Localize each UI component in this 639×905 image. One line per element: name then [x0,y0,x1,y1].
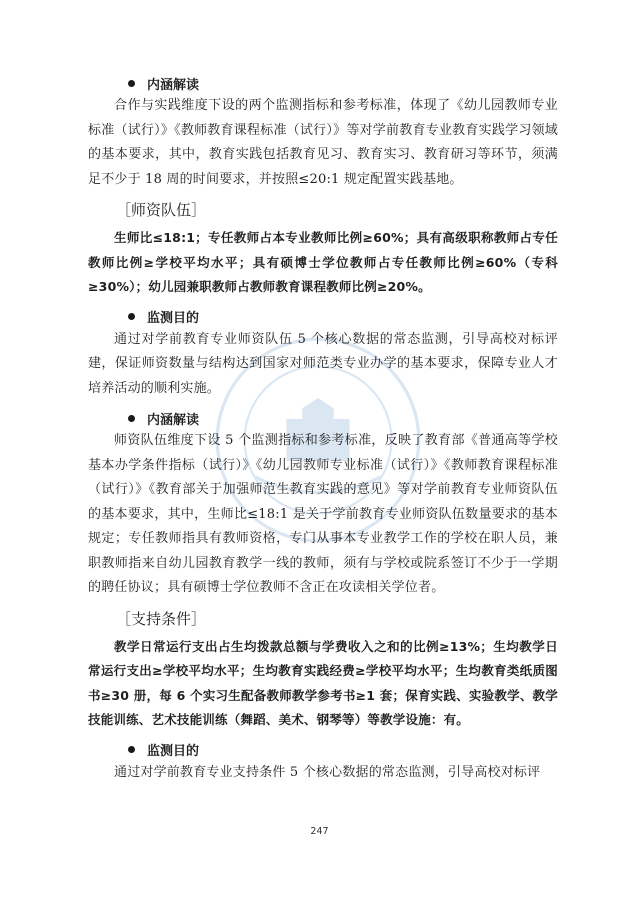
paragraph-support-purpose: 通过对学前教育专业支持条件 5 个核心数据的常态监测，引导高校对标评 [114,764,541,780]
heading-label: 监测目的 [147,311,200,326]
heading-interpretation-1 [128,73,558,93]
bullet-icon [128,415,135,422]
bullet-icon [128,80,135,87]
paragraph-faculty-standard: 生师比≤18:1；专任教师占本专业教师比例≥60%；具有高级职称教师占专任教师比例≥学校平均水平；具有硕博士学位教师占专任教师比例≥60%（专科≥30%）；幼儿园兼职教师占教师教育课程教师比例≥20%。 [88,230,558,294]
section-title-faculty: ［师资队伍］ [116,201,207,219]
heading-label: 内涵解读 [147,77,200,93]
section-title-support: ［支持条件］ [116,609,207,628]
heading-interpretation-faculty [128,408,558,428]
heading-purpose-faculty [128,307,558,327]
heading-label: 内涵解读 [147,412,200,428]
paragraph-practice-interpretation: 合作与实践维度下设的两个监测指标和参考标准，体现了《幼儿园教师专业标准（试行）》《教师教育课程标准（试行）》等对学前教育专业教育实践学习领域的基本要求，其中，教育实践包括教育见习、教育实习、教育研习等环节，须满足不少于 18 周的时间要求，并按照≤20:1 规定配置实践基地。 [88,98,558,187]
paragraph-faculty-interpretation: 师资队伍维度下设 5 个监测指标和参考标准，反映了教育部《普通高等学校基本办学条件指标（试行）》《幼儿园教师专业标准（试行）》《教师教育课程标准（试行）》《教育部关于加强师范生教育实践的意见》等对学前教育专业师资队伍的基本要求，其中，生师比≤18:1 是关于学前教育专业师资队伍数量要求的基本规定；专任教师指具有教师资格，专门从事本专业教学工作的学校在职人员，兼职教师指来自幼儿园教育教学一线的教师，须有与学校或院系签订不少于一学期的聘任协议；具有硕博士学位教师不含正在攻读相关学位者。 [88,433,558,595]
paragraph-support-standard: 教学日常运行支出占生均拨款总额与学费收入之和的比例≥13%；生均教学日常运行支出≥学校平均水平；生均教育实践经费≥学校平均水平；生均教育类纸质图书≥30 册，每 6 个实习生配备教师教学参考书≥1 套；保育实践、实验教学、教学技能训练、艺术技能训练（舞蹈、美术、钢琴等）等教学设施：有。 [88,638,558,727]
heading-purpose-support [128,740,558,760]
heading-label: 监测目的 [147,744,200,759]
page-number: 247 [310,826,329,837]
bullet-icon [128,746,135,753]
paragraph-faculty-purpose: 通过对学前教育专业师资队伍 5 个核心数据的常态监测，引导高校对标评建，保证师资数量与结构达到国家对师范类专业办学的基本要求，保障专业人才培养活动的顺利实施。 [88,331,558,396]
bullet-icon [128,313,135,320]
main-content [88,73,558,785]
